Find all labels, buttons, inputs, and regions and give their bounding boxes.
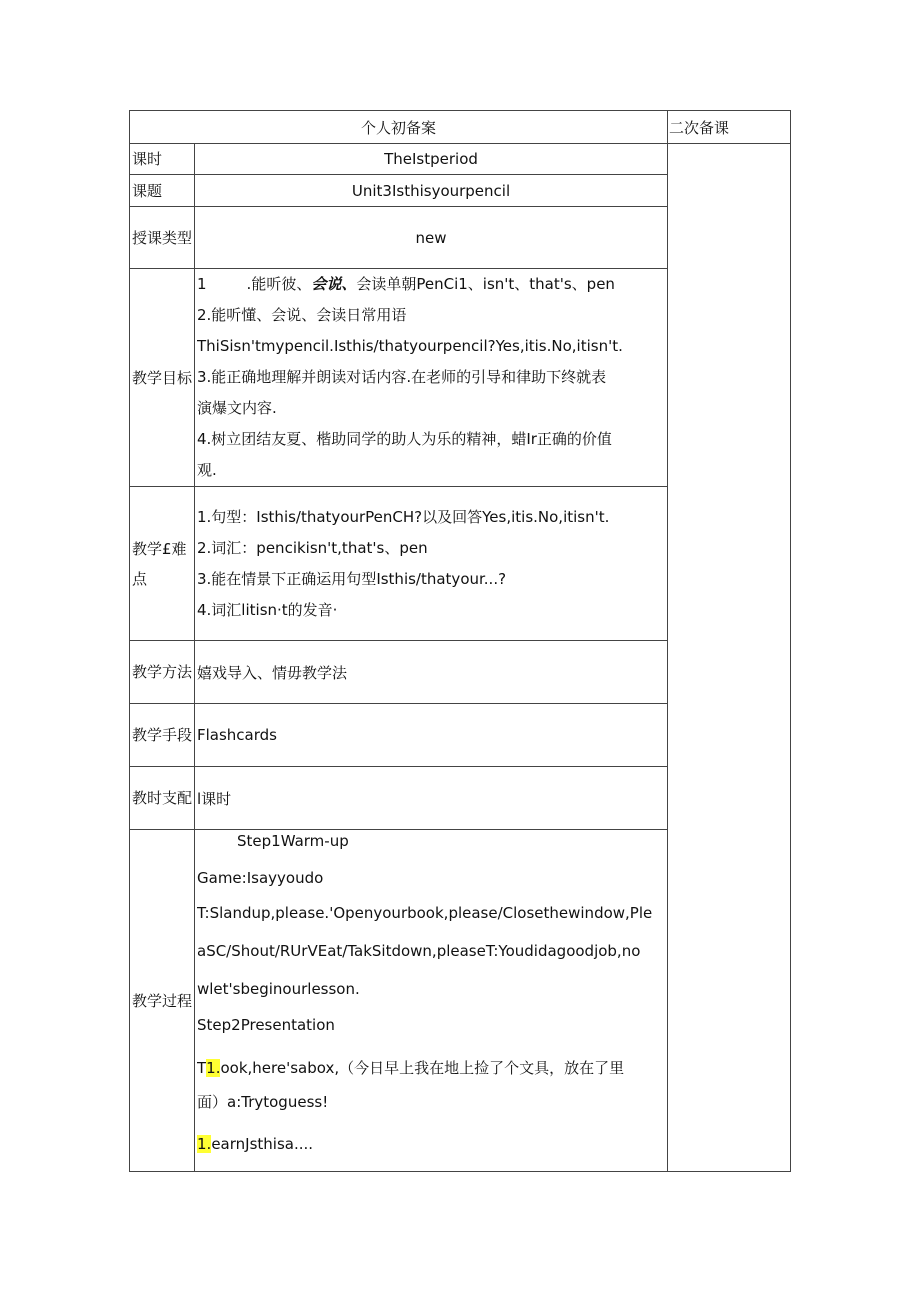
label-period: 课时 xyxy=(130,144,195,175)
label-means: 教学手段 xyxy=(130,704,195,767)
process-content xyxy=(195,830,668,1172)
value-period: TheIstperiod xyxy=(195,144,668,175)
difficulties-line2: 2.词汇：pencikisn't,that's、pen xyxy=(197,538,428,557)
goals-line4: 3.能正确地理解并朗读对话内容.在老师的引导和律助下终就表 xyxy=(197,368,607,386)
process-t2: aSC/Shout/RUrVEat/TakSitdown,pleaseT:Youdidagoodjob,no xyxy=(197,942,641,960)
process-game: Game:Isayyoudo xyxy=(197,869,324,887)
second-prep-column xyxy=(668,144,791,1172)
process-step1: Step1Warm-up xyxy=(237,832,349,850)
goals-line1-b: 会说、 xyxy=(311,275,357,293)
label-time: 教时支配 xyxy=(130,767,195,830)
header-personal-plan: 个人初备案 xyxy=(130,111,668,144)
process-look-t: T xyxy=(197,1059,207,1077)
value-topic: Unit3Isthisyourpencil xyxy=(195,175,668,207)
goals-line7: 观. xyxy=(197,461,217,479)
lesson-plan-table xyxy=(129,110,791,1172)
label-type: 授课类型 xyxy=(130,207,195,269)
goals-line5: 演爆文内容. xyxy=(197,399,277,417)
process-step2: Step2Presentation xyxy=(197,1016,335,1034)
goals-line3: ThiSisn'tmypencil.Isthis/thatyourpencil?Yes,itis.No,itisn't. xyxy=(197,337,623,355)
process-learn-rest: earnJsthisa.... xyxy=(211,1135,314,1153)
goals-line2: 2.能听懂、会说、会读日常用语 xyxy=(197,306,407,324)
value-time: l课时 xyxy=(195,767,668,830)
process-look-rest: ook,here'sabox,（今日早上我在地上捡了个文具，放在了里 xyxy=(220,1059,625,1077)
difficulties-content xyxy=(195,487,668,641)
label-goals: 教学目标 xyxy=(130,269,195,487)
difficulties-line4: 4.词汇litisn·t的发音· xyxy=(197,600,338,619)
process-t3: wlet'sbeginourlesson. xyxy=(197,980,360,998)
difficulties-line1: 1.句型：Isthis/thatyourPenCH?以及回答Yes,itis.No,itisn't. xyxy=(197,507,610,526)
process-t1: T:Slandup,please.'Openyourbook,please/Closethewindow,Ple xyxy=(197,904,653,922)
header-second-prep: 二次备课 xyxy=(668,111,791,144)
label-process: 教学过程 xyxy=(130,830,195,1172)
label-topic: 课题 xyxy=(130,175,195,207)
value-means: Flashcards xyxy=(195,704,668,767)
highlight-look: 1. xyxy=(206,1059,221,1077)
process-look-2: 面）a:Trytoguess! xyxy=(197,1093,329,1111)
goals-line1-num: 1 xyxy=(197,275,207,293)
goals-content xyxy=(195,269,668,487)
goals-line1-a: .能听彼、 xyxy=(246,275,312,293)
goals-line6: 4.树立团结友夏、楷助同学的助人为乐的精神，蜡Ir正确的价值 xyxy=(197,430,612,448)
value-method: 嬉戏导入、情毋教学法 xyxy=(195,641,668,704)
value-type: new xyxy=(195,207,668,269)
label-method: 教学方法 xyxy=(130,641,195,704)
label-difficulties: 教学£难点 xyxy=(130,487,195,641)
difficulties-line3: 3.能在情景下正确运用句型Isthis/thatyour...? xyxy=(197,569,507,588)
highlight-learn: 1. xyxy=(197,1135,212,1153)
goals-line1-c: 会读单朝PenCi1、isn't、that's、pen xyxy=(356,275,615,293)
